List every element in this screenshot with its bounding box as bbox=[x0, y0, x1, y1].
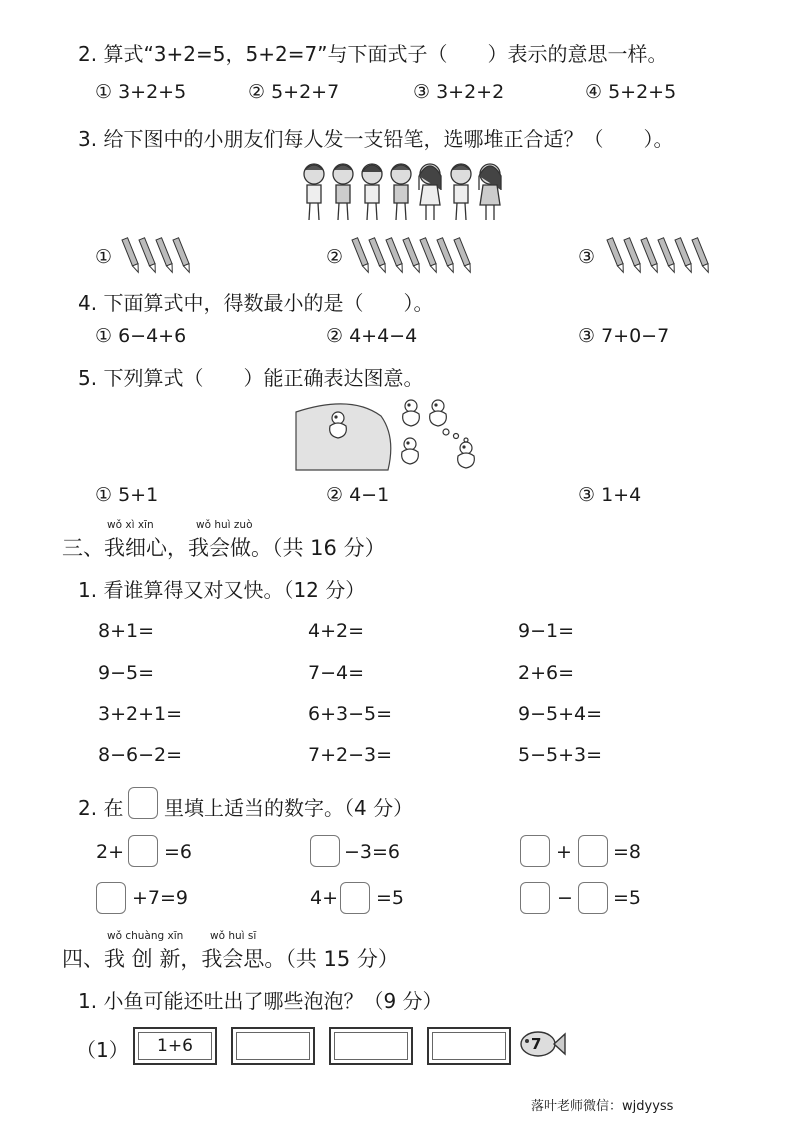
q2-option-2[interactable]: ② 5+2+7 bbox=[248, 81, 340, 103]
q5-option-3[interactable]: ③ 1+4 bbox=[578, 484, 642, 506]
pencil-icon bbox=[624, 238, 643, 274]
q2-option-3[interactable]: ③ 3+2+2 bbox=[413, 81, 505, 103]
pencil-icon bbox=[156, 238, 175, 274]
q4-option-1[interactable]: ① 6−4+6 bbox=[95, 325, 187, 347]
pencil-icon bbox=[658, 238, 677, 274]
bubble-3[interactable] bbox=[329, 1027, 413, 1065]
pencil-icon bbox=[692, 238, 711, 274]
pencil-icon bbox=[369, 238, 388, 274]
section3-sub2-suffix: 里填上适当的数字。（4 分） bbox=[164, 796, 414, 820]
pencil-group-1 bbox=[118, 238, 198, 278]
pencil-icon bbox=[139, 238, 158, 274]
footer-contact: 落叶老师微信：wjdyyss bbox=[531, 1099, 674, 1114]
item-label: （1） bbox=[76, 1038, 129, 1062]
q3-option-1[interactable]: ① bbox=[95, 246, 113, 268]
pencil-icon bbox=[122, 238, 141, 274]
equation: 6+3−5= bbox=[308, 703, 393, 725]
section3-sub2-prefix: 2. 在 bbox=[78, 796, 124, 820]
q4-option-3[interactable]: ③ 7+0−7 bbox=[578, 325, 670, 347]
equation: 3+2+1= bbox=[98, 703, 183, 725]
equation: 4+2= bbox=[308, 620, 365, 642]
q3-option-2[interactable]: ② bbox=[326, 246, 344, 268]
bubble-2[interactable] bbox=[231, 1027, 315, 1065]
answer-box[interactable] bbox=[128, 835, 158, 867]
q3-option-3[interactable]: ③ bbox=[578, 246, 596, 268]
fill-text: +7=9 bbox=[132, 887, 189, 909]
equation: 9−1= bbox=[518, 620, 575, 642]
answer-box[interactable] bbox=[520, 835, 550, 867]
q2-text: 2. 算式“3+2=5，5+2=7”与下面式子（ ）表示的意思一样。 bbox=[78, 42, 668, 66]
pencil-icon bbox=[454, 238, 473, 274]
fill-text: + bbox=[556, 841, 572, 863]
fill-text: 4+ bbox=[310, 887, 339, 909]
fish-icon bbox=[518, 1027, 566, 1061]
fill-text: =8 bbox=[613, 841, 642, 863]
pencil-group-2 bbox=[348, 238, 478, 278]
equation: 9−5= bbox=[98, 662, 155, 684]
equation: 5−5+3= bbox=[518, 744, 603, 766]
q2-option-4[interactable]: ④ 5+2+5 bbox=[585, 81, 677, 103]
fill-text: −3=6 bbox=[344, 841, 401, 863]
fill-text: 2+ bbox=[96, 841, 125, 863]
pencil-icon bbox=[675, 238, 694, 274]
section3-pinyin-1: wǒ xì xīn bbox=[107, 519, 154, 531]
equation: 8−6−2= bbox=[98, 744, 183, 766]
fish-number: 7 bbox=[531, 1035, 542, 1053]
section3-title: 三、我细心，我会做。（共 16 分） bbox=[62, 536, 386, 560]
equation: 9−5+4= bbox=[518, 703, 603, 725]
equation: 7+2−3= bbox=[308, 744, 393, 766]
pencil-icon bbox=[403, 238, 422, 274]
answer-box[interactable] bbox=[578, 882, 608, 914]
equation: 2+6= bbox=[518, 662, 575, 684]
q5-option-2[interactable]: ② 4−1 bbox=[326, 484, 390, 506]
q5-option-1[interactable]: ① 5+1 bbox=[95, 484, 159, 506]
pencil-icon bbox=[352, 238, 371, 274]
fill-text: =5 bbox=[613, 887, 642, 909]
pencil-icon bbox=[173, 238, 192, 274]
answer-box[interactable] bbox=[340, 882, 370, 914]
q5-text: 5. 下列算式（ ）能正确表达图意。 bbox=[78, 366, 424, 390]
section3-pinyin-2: wǒ huì zuò bbox=[196, 519, 253, 531]
answer-box[interactable] bbox=[96, 882, 126, 914]
section4-pinyin-1: wǒ chuàng xīn bbox=[107, 930, 184, 942]
pencil-icon bbox=[437, 238, 456, 274]
children-illustration bbox=[298, 160, 508, 224]
fill-text: =5 bbox=[376, 887, 405, 909]
equation: 7−4= bbox=[308, 662, 365, 684]
pencil-icon bbox=[386, 238, 405, 274]
pencil-group-3 bbox=[603, 238, 718, 278]
equation: 8+1= bbox=[98, 620, 155, 642]
q3-text: 3. 给下图中的小朋友们每人发一支铅笔，选哪堆正合适？（ ）。 bbox=[78, 127, 674, 151]
answer-box-sample bbox=[128, 787, 158, 819]
answer-box[interactable] bbox=[310, 835, 340, 867]
ducks-pond-illustration bbox=[296, 392, 496, 474]
bubble-1 bbox=[133, 1027, 217, 1065]
answer-box[interactable] bbox=[578, 835, 608, 867]
fill-text: − bbox=[557, 887, 573, 909]
section4-title: 四、我 创 新，我会思。（共 15 分） bbox=[62, 947, 399, 971]
bubble-4[interactable] bbox=[427, 1027, 511, 1065]
q4-text: 4. 下面算式中，得数最小的是（ ）。 bbox=[78, 291, 434, 315]
bubble-1-text: 1+6 bbox=[157, 1036, 193, 1056]
section4-sub1: 1. 小鱼可能还吐出了哪些泡泡？（9 分） bbox=[78, 989, 443, 1013]
pencil-icon bbox=[420, 238, 439, 274]
section4-pinyin-2: wǒ huì sī bbox=[210, 930, 257, 942]
fill-text: =6 bbox=[164, 841, 193, 863]
pencil-icon bbox=[641, 238, 660, 274]
answer-box[interactable] bbox=[520, 882, 550, 914]
q2-option-1[interactable]: ① 3+2+5 bbox=[95, 81, 187, 103]
pencil-icon bbox=[607, 238, 626, 274]
section3-sub1: 1. 看谁算得又对又快。（12 分） bbox=[78, 578, 366, 602]
q4-option-2[interactable]: ② 4+4−4 bbox=[326, 325, 418, 347]
